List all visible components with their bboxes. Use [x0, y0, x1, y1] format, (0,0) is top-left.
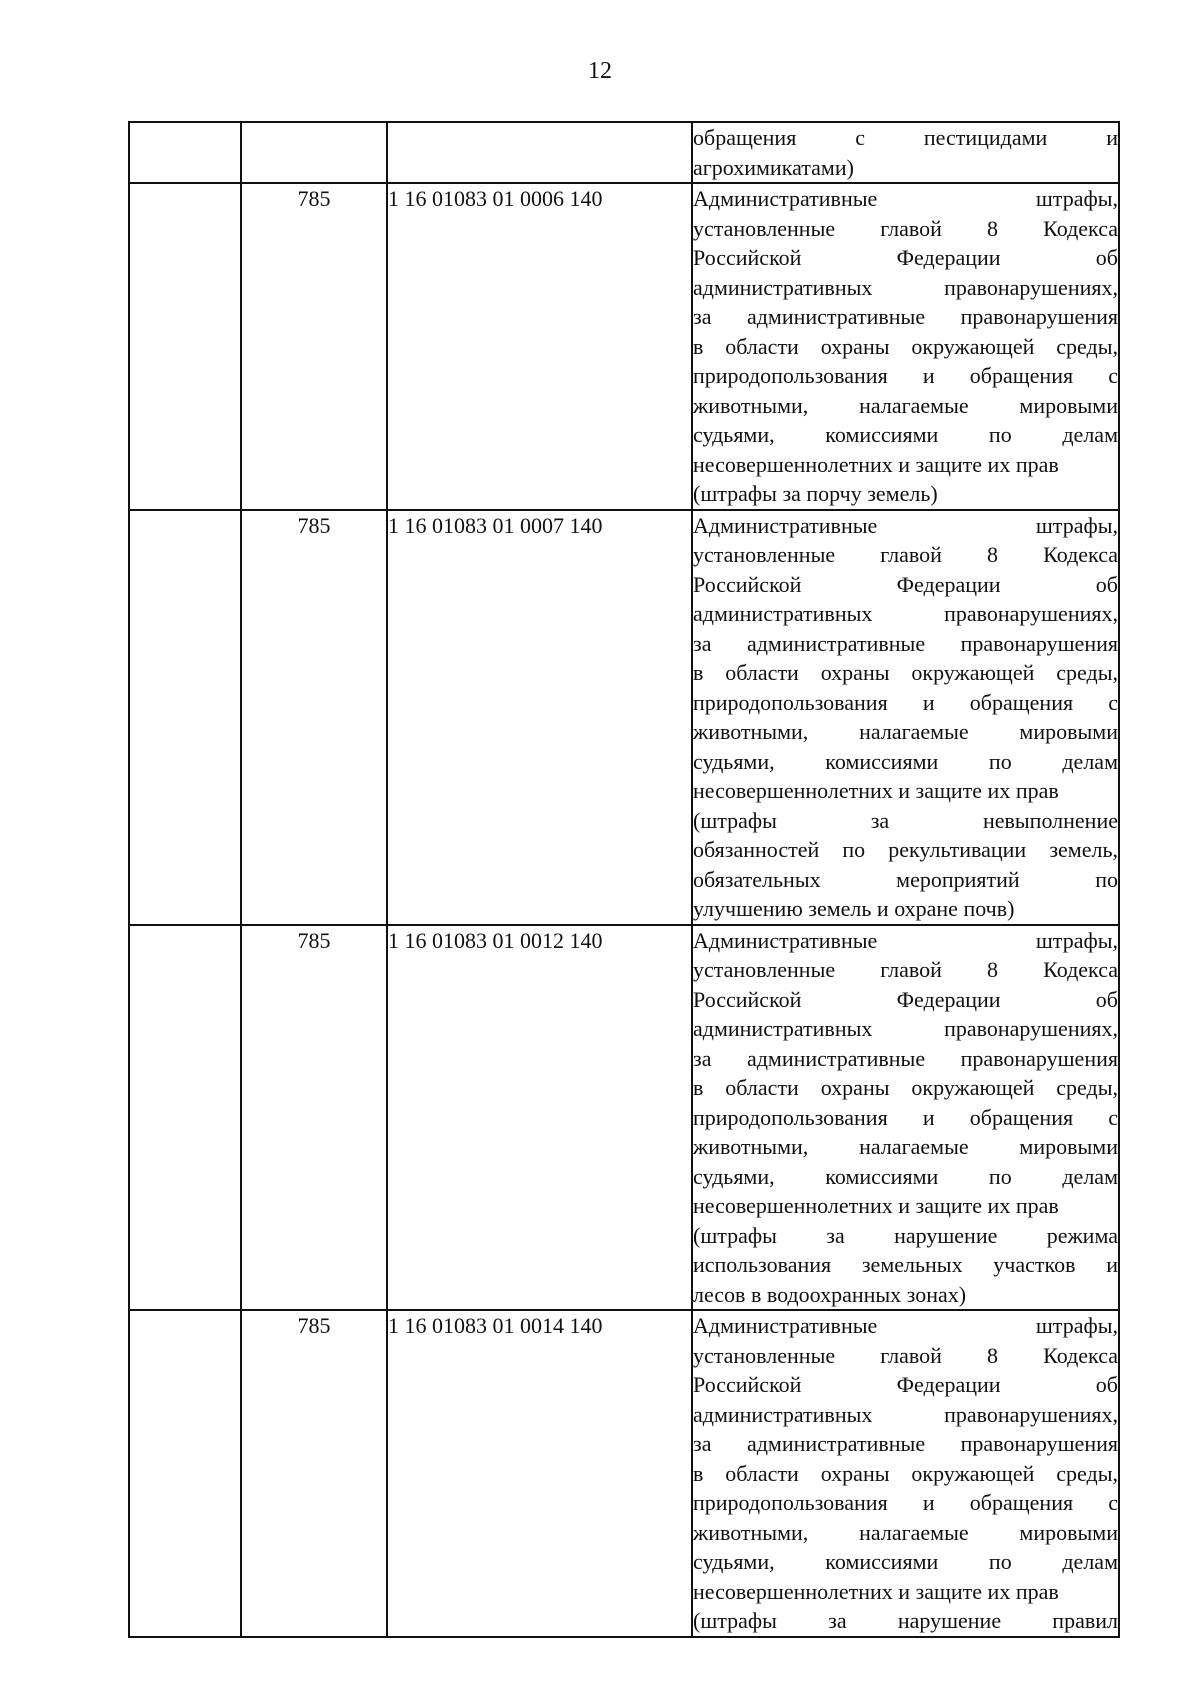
- description-line: судьями, комиссиями по делам: [693, 1549, 1118, 1574]
- cell-kbk: 1 16 01083 01 0012 140: [387, 925, 692, 1311]
- description-line: судьями, комиссиями по делам: [693, 422, 1118, 447]
- description-line: установленные главой 8 Кодекса: [693, 957, 1118, 982]
- table-row: [129, 925, 1119, 1311]
- description-line: Административные штрафы,: [693, 927, 1118, 953]
- description-line: (штрафы за нарушение режима: [693, 1222, 1118, 1248]
- cell-blank: [129, 925, 241, 1311]
- cell-kbk: 1 16 01083 01 0014 140: [387, 1310, 692, 1637]
- description-line: использования земельных участков и: [693, 1252, 1118, 1277]
- description-line: (штрафы за порчу земель): [693, 481, 938, 506]
- description-line: природопользования и обращения с: [693, 689, 1118, 715]
- description-line: (штрафы за нарушение правил: [693, 1608, 1118, 1633]
- description-line: обязательных мероприятий по: [693, 866, 1118, 892]
- description-line: в области охраны окружающей среды,: [693, 333, 1118, 359]
- cell-admin-code: 785: [241, 510, 387, 925]
- cell-kbk: 1 16 01083 01 0007 140: [387, 510, 692, 925]
- description-line: животными, налагаемые мировыми: [693, 719, 1118, 744]
- description-line: животными, налагаемые мировыми: [693, 1134, 1118, 1159]
- cell-admin-code: 785: [241, 925, 387, 1311]
- description-line: Административные штрафы,: [693, 512, 1118, 538]
- description-line: за административные правонарушения: [693, 1045, 1118, 1071]
- description-line: несовершеннолетних и защите их прав: [693, 451, 1059, 477]
- page-number: 12: [588, 58, 612, 84]
- description-line: животными, налагаемые мировыми: [693, 1519, 1118, 1545]
- cell-kbk: 1 16 01083 01 0006 140: [387, 183, 692, 510]
- cell-description: [692, 183, 1119, 510]
- cell-admin-code: 785: [241, 183, 387, 510]
- description-line: лесов в водоохранных зонах): [693, 1281, 967, 1307]
- description-line: животными, налагаемые мировыми: [693, 392, 1118, 418]
- table-row: [129, 510, 1119, 925]
- cell-description: [692, 925, 1119, 1311]
- cell-admin-code: 785: [241, 1310, 387, 1637]
- description-line: административных правонарушениях,: [693, 274, 1118, 300]
- description-line: улучшению земель и охране почв): [693, 896, 1015, 921]
- description-line: судьями, комиссиями по делам: [693, 748, 1118, 774]
- description-line: административных правонарушениях,: [693, 1401, 1118, 1427]
- description-line: природопользования и обращения с: [693, 1104, 1118, 1130]
- cell-blank: [129, 122, 241, 183]
- description-line: несовершеннолетних и защите их прав: [693, 778, 1059, 803]
- table-row-continuation: [129, 122, 1119, 183]
- description-line: агрохимикатами): [693, 154, 854, 180]
- description-line: установленные главой 8 Кодекса: [693, 1342, 1118, 1368]
- table-row: [129, 183, 1119, 510]
- cell-blank: [129, 1310, 241, 1637]
- description-line: за административные правонарушения: [693, 1431, 1118, 1456]
- description-line: Российской Федерации об: [693, 986, 1118, 1012]
- description-line: установленные главой 8 Кодекса: [693, 542, 1118, 567]
- description-line: за административные правонарушения: [693, 304, 1118, 329]
- description-line: в области охраны окружающей среды,: [693, 660, 1118, 685]
- cell-blank: [129, 183, 241, 510]
- description-line: в области охраны окружающей среды,: [693, 1460, 1118, 1486]
- table-row: [129, 1310, 1119, 1637]
- description-line: административных правонарушениях,: [693, 601, 1118, 626]
- description-line: природопользования и обращения с: [693, 363, 1118, 388]
- description-line: Административные штрафы,: [693, 186, 1118, 211]
- description-line: Российской Федерации об: [693, 245, 1118, 270]
- description-line: несовершеннолетних и защите их прав: [693, 1578, 1059, 1604]
- cell-description: [692, 122, 1119, 183]
- description-line: административных правонарушениях,: [693, 1016, 1118, 1041]
- description-line: Российской Федерации об: [693, 1372, 1118, 1397]
- description-line: обязанностей по рекультивации земель,: [693, 837, 1118, 862]
- description-line: обращения с пестицидами и: [693, 125, 1118, 150]
- description-line: природопользования и обращения с: [693, 1490, 1118, 1515]
- description-line: Административные штрафы,: [693, 1313, 1118, 1338]
- description-line: (штрафы за невыполнение: [693, 807, 1118, 833]
- description-line: Российской Федерации об: [693, 571, 1118, 597]
- description-line: за административные правонарушения: [693, 630, 1118, 656]
- cell-description: [692, 510, 1119, 925]
- description-line: в области охраны окружающей среды,: [693, 1075, 1118, 1100]
- description-line: установленные главой 8 Кодекса: [693, 215, 1118, 241]
- cell-admin-code: [241, 122, 387, 183]
- budget-code-table: [128, 121, 1120, 1638]
- description-line: судьями, комиссиями по делам: [693, 1163, 1118, 1189]
- description-line: несовершеннолетних и защите их прав: [693, 1193, 1059, 1218]
- cell-blank: [129, 510, 241, 925]
- cell-kbk: [387, 122, 692, 183]
- cell-description: [692, 1310, 1119, 1637]
